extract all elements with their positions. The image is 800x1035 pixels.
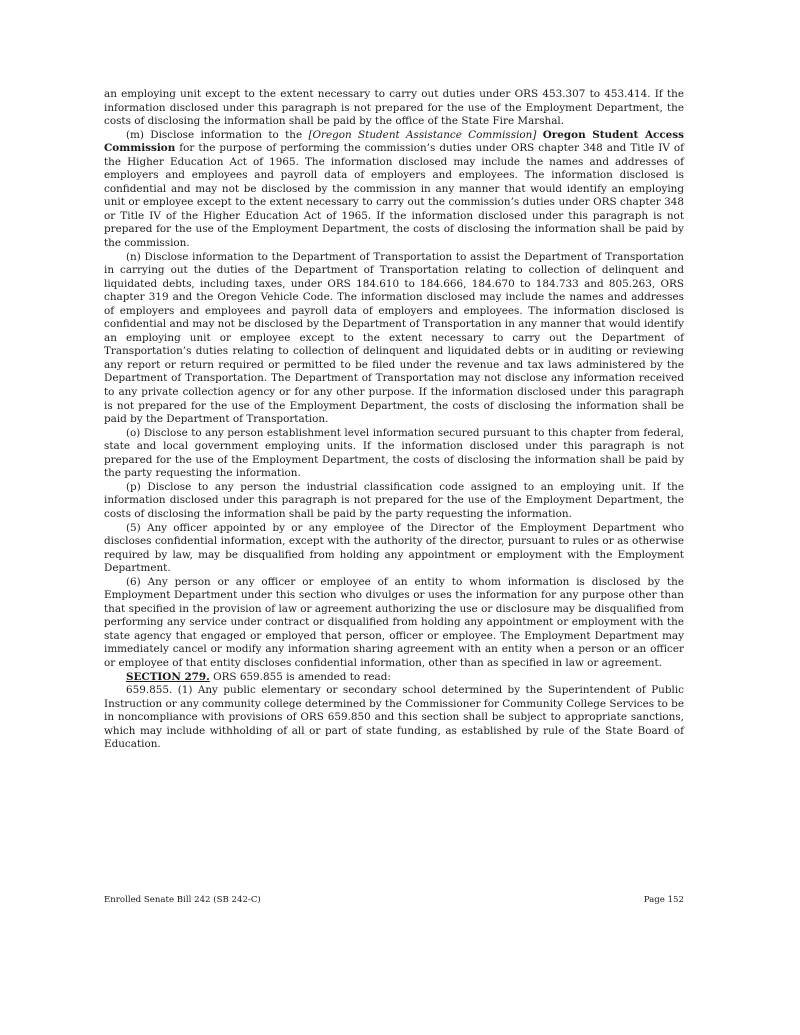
section-279-intro <box>104 671 684 685</box>
section-heading-rest: ORS 659.855 is amended to read: <box>209 670 391 683</box>
subsection-6: (6) Any person or any officer or employee of an entity to whom information is disclosed by the Employment Department under this section who divulges or uses the information for any purpose other than that specified in the provision of law or agreement authorizing the use or disclosure may be disqualified from performing any service under contract or disqualified from holding any appointment or employment with the state agency that engaged or employed that person, officer or employee. The Employment Department may immediately cancel or modify any information sharing agreement with an entity when a person or an officer or employee of that entity discloses confidential information, other than as specified in law or agreement. <box>104 575 684 669</box>
page-number: Page 152 <box>643 895 684 905</box>
paragraph-p: (p) Disclose to any person the industrial classification code assigned to an employing unit. If the information disclosed under this paragraph is not prepared for the use of the Employment Department, the costs of disclosing the information shall be paid by the party requesting the information. <box>104 480 684 520</box>
section-heading: SECTION 279. <box>126 670 210 683</box>
paragraph-m-lead: (m) Disclose information to the <box>126 128 309 141</box>
paragraph-l-continuation: an employing unit except to the extent necessary to carry out duties under ORS 453.307 to 453.414. If the information disclosed under this paragraph is not prepared for the use of the Employment Department, the costs of disclosing the information shall be paid by the office of the State Fire Marshal. <box>104 88 684 128</box>
document-body <box>104 88 684 752</box>
bill-identifier: Enrolled Senate Bill 242 (SB 242-C) <box>104 895 261 905</box>
paragraph-n: (n) Disclose information to the Department of Transportation to assist the Department of Transportation in carrying out the duties of the Department of Transportation relating to collection of delinquent and liquidated debts, including taxes, under ORS 184.610 to 184.666, 184.670 to 184.733 and 805.263, ORS chapter 319 and the Oregon Vehicle Code. The information disclosed may include the names and addresses of employers and employees and payroll data of employers and employees. The information disclosed is confidential and may not be disclosed by the Department of Transportation in any manner that would identify an employing unit or employee except to the extent necessary to carry out the Department of Transportation’s duties relating to collection of delinquent and liquidated debts or in auditing or reviewing any report or return required or permitted to be filed under the revenue and tax laws administered by the Department of Transportation. The Department of Transportation may not disclose any information received to any private collection agency or for any other purpose. If the information disclosed under this paragraph is not prepared for the use of the Employment Department, the costs of disclosing the information shall be paid by the Department of Transportation. <box>104 250 684 426</box>
deleted-text-bracket: [Oregon Student Assistance Commission] <box>308 128 537 141</box>
ors-659-855-text: 659.855. (1) Any public elementary or secondary school determined by the Superintendent of Public Instruction or any community college determined by the Commissioner for Community College Services to be in noncompliance with provisions of ORS 659.850 and this section shall be subject to appropriate sanctions, which may include withholding of all or part of state funding, as established by rule of the State Board of Education. <box>104 684 684 751</box>
inserted-text-bold: Oregon Student Access Commission <box>104 128 684 155</box>
paragraph-m-rest: for the purpose of performing the commission’s duties under ORS chapter 348 and Title IV of the Higher Education Act of 1965. The information disclosed may include the names and addresses of employers and employees and payroll data of employers and employees. The information disclosed is confidential and may not be disclosed by the commission in any manner that would identify an employing unit or employee except to the extent necessary to carry out the commission’s duties under ORS chapter 348 or Title IV of the Higher Education Act of 1965. If the information disclosed under this paragraph is not prepared for the use of the Employment Department, the costs of disclosing the information shall be paid by the commission. <box>104 142 684 250</box>
page-footer <box>104 895 684 905</box>
paragraph-m <box>104 129 684 251</box>
subsection-5: (5) Any officer appointed by or any employee of the Director of the Employment Department who discloses confidential information, except with the authority of the director, pursuant to rules or as otherwise required by law, may be disqualified from holding any appointment or employment with the Employment Department. <box>104 521 684 575</box>
paragraph-o: (o) Disclose to any person establishment level information secured pursuant to this chapter from federal, state and local government employing units. If the information disclosed under this paragraph is not prepared for the use of the Employment Department, the costs of disclosing the information shall be paid by the party requesting the information. <box>104 426 684 480</box>
